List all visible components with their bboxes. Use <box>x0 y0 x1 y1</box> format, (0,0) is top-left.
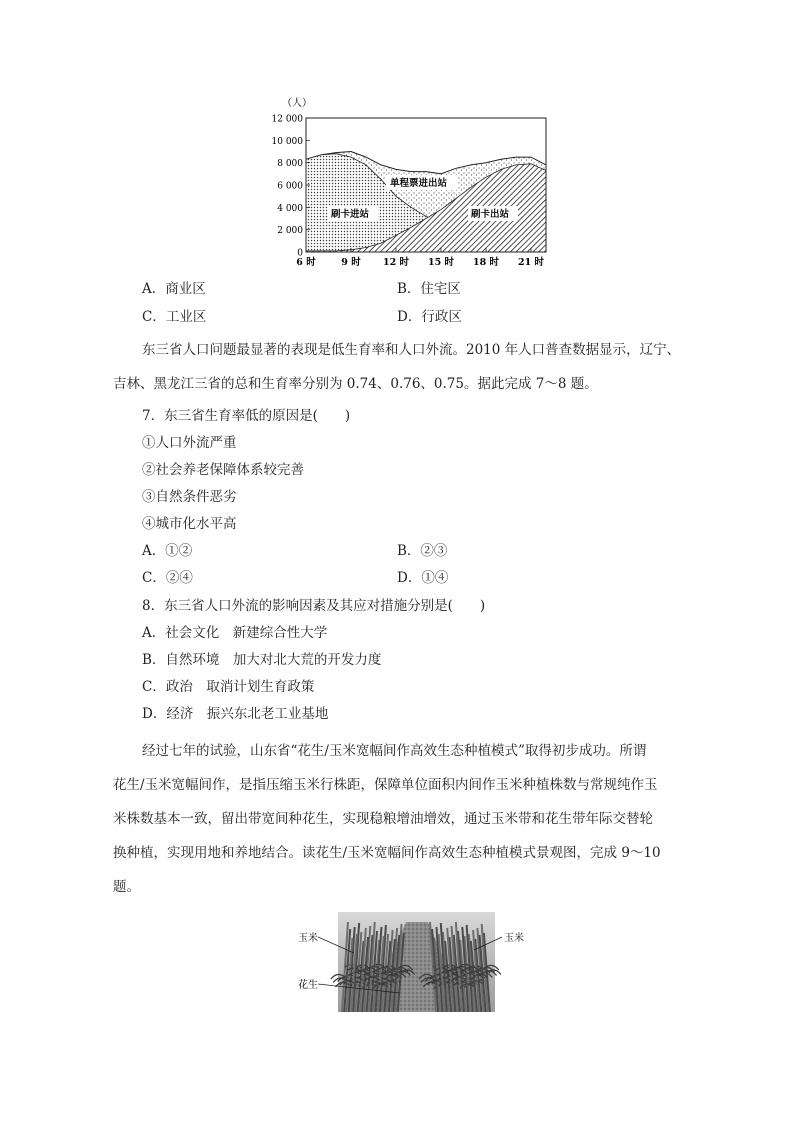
y-axis-label: （人） <box>282 98 312 109</box>
y-tick-label: 0 <box>297 248 303 259</box>
q6-option-b[interactable]: B．住宅区 <box>397 281 461 297</box>
q8-stem: 8．东三省人口外流的影响因素及其应对措施分别是( ) <box>142 598 486 614</box>
intro-9-10-line4: 换种植，实现用地和养地结合。读花生/玉米宽幅间作高效生态种植模式景观图，完成 9～10 <box>113 845 661 861</box>
intro-7-8-line2: 吉林、黑龙江三省的总和生育率分别为 0.74、0.76、0.75。据此完成 7～8 题。 <box>113 376 598 392</box>
q7-item-1: ①人口外流严重 <box>142 435 237 451</box>
label-peanut: 花生 <box>298 980 318 991</box>
intro-9-10-line2: 花生/玉米宽幅间作，是指压缩玉米行株距，保障单位面积内间作玉米种植株数与常规纯作玉 <box>113 777 658 793</box>
y-tick-label: 10 000 <box>271 136 303 147</box>
intercropping-landscape-photo <box>296 908 526 1016</box>
annotation-single-ticket: 单程票进出站 <box>390 178 448 189</box>
label-corn-right: 玉米 <box>504 933 524 944</box>
y-tick-label: 8 000 <box>277 159 303 170</box>
label-corn-left: 玉米 <box>298 933 318 944</box>
annotation-card-exit: 刷卡出站 <box>471 209 510 220</box>
intro-9-10-line5: 题。 <box>113 879 140 895</box>
x-tick-label: 18 时 <box>472 257 500 268</box>
q7-option-b[interactable]: B．②③ <box>397 543 448 559</box>
annotation-card-entry: 刷卡进站 <box>331 209 370 220</box>
x-tick-label: 12 时 <box>382 257 410 268</box>
x-tick-label: 21 时 <box>517 257 545 268</box>
q6-option-a[interactable]: A．商业区 <box>142 281 206 297</box>
q7-option-c[interactable]: C．②④ <box>142 570 193 586</box>
q7-option-d[interactable]: D．①④ <box>397 570 449 586</box>
q7-option-a[interactable]: A．①② <box>142 543 193 559</box>
q8-option-b[interactable]: B．自然环境 加大对北大荒的开发力度 <box>142 652 382 668</box>
q7-stem: 7．东三省生育率低的原因是( ) <box>142 408 351 424</box>
x-tick-label: 6 时 <box>296 257 316 268</box>
q8-option-c[interactable]: C．政治 取消计划生育政策 <box>142 679 315 695</box>
q8-option-d[interactable]: D．经济 振兴东北老工业基地 <box>142 706 329 722</box>
intro-7-8-line1: 东三省人口问题最显著的表现是低生育率和人口外流。2010 年人口普查数据显示，辽宁、 <box>142 342 681 358</box>
q6-option-d[interactable]: D．行政区 <box>397 309 462 325</box>
intro-9-10-line3: 米株数基本一致，留出带宽间种花生，实现稳粮增油增效，通过玉米带和花生带年际交替轮 <box>113 811 653 827</box>
y-tick-label: 4 000 <box>277 203 303 214</box>
q6-option-c[interactable]: C．工业区 <box>142 309 207 325</box>
y-tick-label: 2 000 <box>277 226 303 237</box>
intro-9-10-line1: 经过七年的试验，山东省“花生/玉米宽幅间作高效生态种植模式”取得初步成功。所谓 <box>142 743 647 759</box>
passenger-flow-chart <box>268 92 558 272</box>
x-tick-label: 9 时 <box>341 257 361 268</box>
x-tick-label: 15 时 <box>427 257 455 268</box>
y-tick-label: 6 000 <box>277 181 303 192</box>
q7-item-2: ②社会养老保障体系较完善 <box>142 462 304 478</box>
q7-item-3: ③自然条件恶劣 <box>142 489 237 505</box>
y-tick-label: 12 000 <box>271 114 303 125</box>
q8-option-a[interactable]: A．社会文化 新建综合性大学 <box>142 625 328 641</box>
q7-item-4: ④城市化水平高 <box>142 516 237 532</box>
